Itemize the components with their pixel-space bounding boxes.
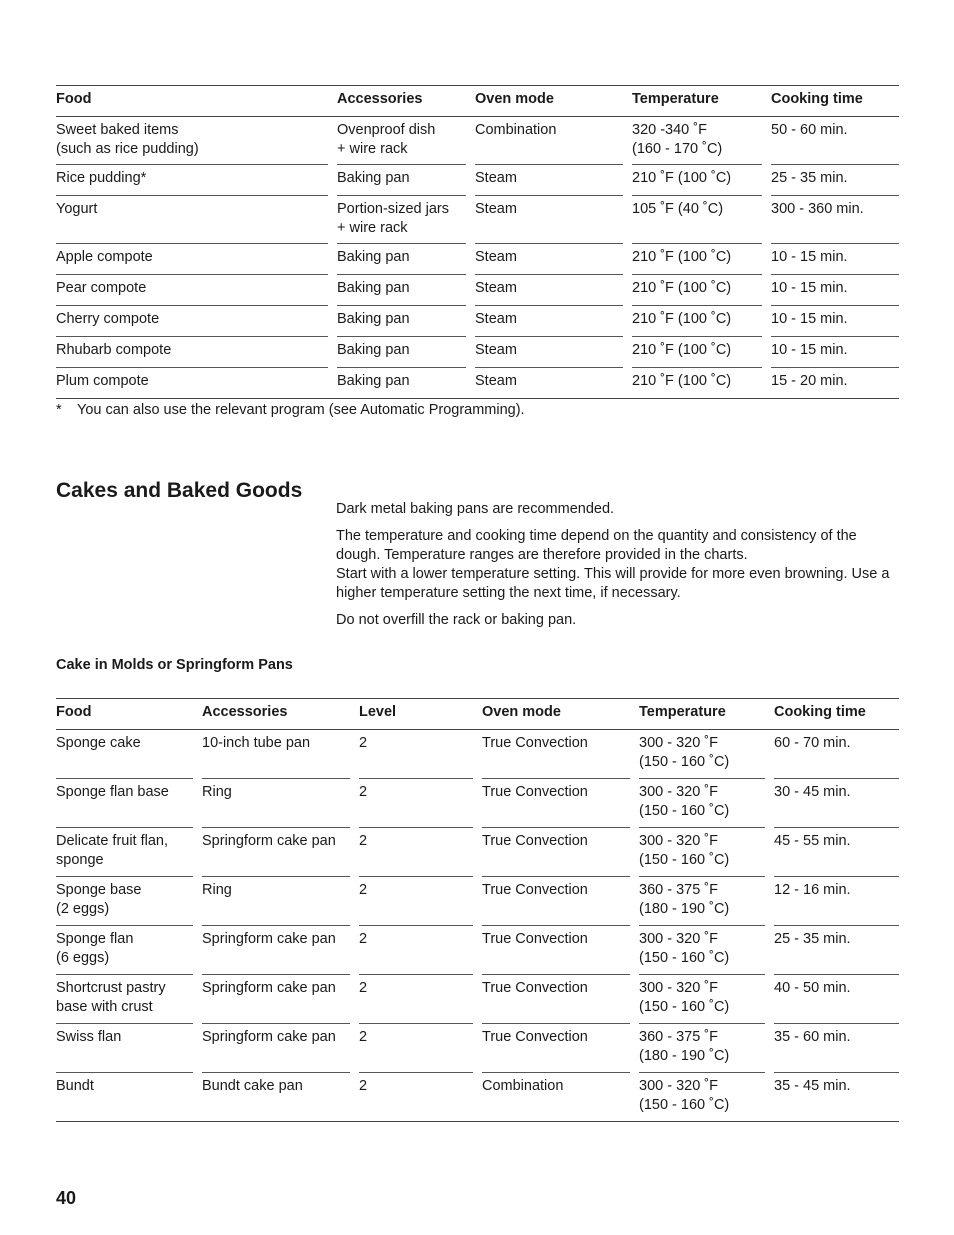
steam-cooking-table <box>56 85 899 399</box>
table-cell <box>359 1073 482 1122</box>
table-row <box>56 779 899 828</box>
cell-text: Steam <box>475 341 623 368</box>
table-cell <box>202 926 359 975</box>
column-header: Accessories <box>337 86 475 117</box>
footnote-text: You can also use the relevant program (see Automatic Programming). <box>77 402 525 418</box>
table-cell <box>202 1024 359 1073</box>
table-cell <box>56 165 337 196</box>
cell-text: 105 ˚F (40 ˚C) <box>632 200 762 244</box>
cell-text: Ovenproof dish + wire rack <box>337 121 466 165</box>
cell-text: 12 - 16 min. <box>774 881 899 926</box>
table-cell <box>774 828 899 877</box>
cell-text: Portion-sized jars + wire rack <box>337 200 466 244</box>
table-cell <box>359 1024 482 1073</box>
cell-text: Ring <box>202 783 350 828</box>
cell-text: 35 - 45 min. <box>774 1077 899 1122</box>
table-cell <box>202 975 359 1024</box>
cell-text: True Convection <box>482 734 630 779</box>
cell-text: Bundt <box>56 1077 202 1122</box>
table-cell <box>774 926 899 975</box>
cell-text: 210 ˚F (100 ˚C) <box>632 169 762 196</box>
cell-text: 10 - 15 min. <box>771 341 899 368</box>
table-body <box>56 730 899 1123</box>
cell-text: 2 <box>359 979 473 1024</box>
cell-text: 300 - 320 ˚F (150 - 160 ˚C) <box>639 832 765 877</box>
cell-text: 210 ˚F (100 ˚C) <box>632 372 771 399</box>
table-cell <box>771 165 899 196</box>
cell-text: Rhubarb compote <box>56 341 328 368</box>
table-cell <box>56 1073 202 1122</box>
cell-text: 2 <box>359 734 473 779</box>
table-cell <box>639 1073 774 1122</box>
cell-text: 300 - 320 ˚F (150 - 160 ˚C) <box>639 1077 774 1122</box>
cell-text: 2 <box>359 832 473 877</box>
cell-text: 50 - 60 min. <box>771 121 899 165</box>
cell-text: Steam <box>475 248 623 275</box>
column-header: Oven mode <box>482 699 639 730</box>
table-row <box>56 165 899 196</box>
table-cell <box>56 244 337 275</box>
table-row <box>56 1073 899 1122</box>
table-cell <box>337 368 475 399</box>
column-header: Cooking time <box>771 86 899 117</box>
cell-text: 210 ˚F (100 ˚C) <box>632 341 762 368</box>
table-header-row <box>56 86 899 117</box>
column-header: Oven mode <box>475 86 632 117</box>
table-cell <box>482 1073 639 1122</box>
cell-text: 360 - 375 ˚F (180 - 190 ˚C) <box>639 1028 765 1073</box>
table-cell <box>359 877 482 926</box>
table-cell <box>56 368 337 399</box>
table-cell <box>202 877 359 926</box>
cell-text: Sweet baked items (such as rice pudding) <box>56 121 328 165</box>
table-cell <box>56 926 202 975</box>
cell-text: 360 - 375 ˚F (180 - 190 ˚C) <box>639 881 765 926</box>
cell-text: 25 - 35 min. <box>771 169 899 196</box>
cell-text: 300 - 360 min. <box>771 200 899 244</box>
cell-text: Cherry compote <box>56 310 328 337</box>
table-cell <box>202 730 359 780</box>
table-cell <box>771 244 899 275</box>
cell-text: Combination <box>475 121 623 165</box>
table-cell <box>639 975 774 1024</box>
cell-text: True Convection <box>482 930 630 975</box>
table-cell <box>482 730 639 780</box>
table-cell <box>482 975 639 1024</box>
cell-text: 2 <box>359 881 473 926</box>
column-header: Temperature <box>632 86 771 117</box>
table-row <box>56 306 899 337</box>
table-cell <box>771 196 899 244</box>
table-body <box>56 117 899 400</box>
cell-text: 2 <box>359 1077 482 1122</box>
table-cell <box>632 196 771 244</box>
cell-text: 10 - 15 min. <box>771 279 899 306</box>
cell-text: 320 -340 ˚F (160 - 170 ˚C) <box>632 121 762 165</box>
table-row <box>56 877 899 926</box>
table-cell <box>475 244 632 275</box>
column-header: Food <box>56 699 202 730</box>
table-cell <box>482 926 639 975</box>
cell-text: 2 <box>359 1028 473 1073</box>
table-cell <box>56 975 202 1024</box>
cell-text: Springform cake pan <box>202 979 350 1024</box>
table-cell <box>771 117 899 166</box>
table-cell <box>632 244 771 275</box>
table-cell <box>359 779 482 828</box>
cell-text: Bundt cake pan <box>202 1077 359 1122</box>
table-cell <box>475 337 632 368</box>
cell-text: 300 - 320 ˚F (150 - 160 ˚C) <box>639 979 765 1024</box>
cell-text: 10 - 15 min. <box>771 310 899 337</box>
page-number: 40 <box>56 1188 77 1208</box>
table-row <box>56 730 899 780</box>
cell-text: Delicate fruit flan, sponge <box>56 832 193 877</box>
intro-paragraph: Dark metal baking pans are recommended. <box>336 501 615 517</box>
table-cell <box>774 1024 899 1073</box>
table-row <box>56 117 899 166</box>
table-cell <box>56 877 202 926</box>
table-row <box>56 975 899 1024</box>
table-cell <box>475 275 632 306</box>
cell-text: Steam <box>475 279 623 306</box>
cell-text: 300 - 320 ˚F (150 - 160 ˚C) <box>639 930 765 975</box>
cell-text: Combination <box>482 1077 639 1122</box>
cell-text: Baking pan <box>337 310 466 337</box>
table-cell <box>632 368 771 399</box>
cell-text: Rice pudding* <box>56 169 328 196</box>
table-header-row <box>56 699 899 730</box>
cell-text: Plum compote <box>56 372 337 399</box>
cell-text: Sponge base (2 eggs) <box>56 881 193 926</box>
subsection-heading: Cake in Molds or Springform Pans <box>56 657 293 673</box>
footnote <box>56 402 525 418</box>
table-cell <box>56 117 337 166</box>
table-cell <box>774 975 899 1024</box>
table-cell <box>482 1024 639 1073</box>
cell-text: 210 ˚F (100 ˚C) <box>632 310 762 337</box>
cell-text: 300 - 320 ˚F (150 - 160 ˚C) <box>639 734 765 779</box>
table-cell <box>56 828 202 877</box>
cell-text: Sponge flan base <box>56 783 193 828</box>
table-row <box>56 368 899 399</box>
table-cell <box>632 337 771 368</box>
table-row <box>56 275 899 306</box>
table-cell <box>774 779 899 828</box>
table-cell <box>56 337 337 368</box>
cell-text: True Convection <box>482 979 630 1024</box>
column-header: Cooking time <box>774 699 899 730</box>
cell-text: 210 ˚F (100 ˚C) <box>632 279 762 306</box>
table-cell <box>639 1024 774 1073</box>
cell-text: Yogurt <box>56 200 328 244</box>
table-cell <box>639 828 774 877</box>
table-cell <box>475 196 632 244</box>
cell-text: 45 - 55 min. <box>774 832 899 877</box>
cell-text: Ring <box>202 881 350 926</box>
table-cell <box>632 117 771 166</box>
cell-text: True Convection <box>482 832 630 877</box>
cell-text: 300 - 320 ˚F (150 - 160 ˚C) <box>639 783 765 828</box>
cell-text: Steam <box>475 169 623 196</box>
intro-paragraph: Do not overfill the rack or baking pan. <box>336 612 577 628</box>
table-cell <box>475 117 632 166</box>
cell-text: 60 - 70 min. <box>774 734 899 779</box>
table-cell <box>56 196 337 244</box>
table-cell <box>56 1024 202 1073</box>
table-cell <box>774 877 899 926</box>
cell-text: Springform cake pan <box>202 930 350 975</box>
table-cell <box>639 779 774 828</box>
cell-text: True Convection <box>482 881 630 926</box>
table-cell <box>56 779 202 828</box>
table-cell <box>475 165 632 196</box>
cell-text: 25 - 35 min. <box>774 930 899 975</box>
table-cell <box>774 1073 899 1122</box>
cell-text: 40 - 50 min. <box>774 979 899 1024</box>
cake-molds-table <box>56 698 899 1122</box>
cell-text: Sponge cake <box>56 734 193 779</box>
table-row <box>56 828 899 877</box>
table-cell <box>337 165 475 196</box>
table-cell <box>202 779 359 828</box>
cell-text: Baking pan <box>337 372 475 399</box>
table-cell <box>337 117 475 166</box>
cell-text: True Convection <box>482 783 630 828</box>
table-cell <box>639 730 774 780</box>
column-header: Food <box>56 86 337 117</box>
cell-text: Steam <box>475 310 623 337</box>
table-cell <box>359 730 482 780</box>
cell-text: Apple compote <box>56 248 328 275</box>
cell-text: 30 - 45 min. <box>774 783 899 828</box>
table-cell <box>56 275 337 306</box>
cell-text: Steam <box>475 372 632 399</box>
table-cell <box>774 730 899 780</box>
cell-text: Sponge flan (6 eggs) <box>56 930 193 975</box>
table-cell <box>482 877 639 926</box>
cell-text: Shortcrust pastry base with crust <box>56 979 193 1024</box>
section-title: Cakes and Baked Goods <box>56 479 303 502</box>
table-cell <box>359 828 482 877</box>
cell-text: Baking pan <box>337 341 466 368</box>
cell-text: Steam <box>475 200 623 244</box>
table-cell <box>337 275 475 306</box>
cell-text: True Convection <box>482 1028 630 1073</box>
table-row <box>56 337 899 368</box>
table-cell <box>337 306 475 337</box>
table-cell <box>359 926 482 975</box>
table-cell <box>475 368 632 399</box>
table-cell <box>202 1073 359 1122</box>
cell-text: Swiss flan <box>56 1028 193 1073</box>
cell-text: Baking pan <box>337 169 466 196</box>
column-header: Accessories <box>202 699 359 730</box>
cell-text: 2 <box>359 783 473 828</box>
cell-text: Pear compote <box>56 279 328 306</box>
intro-paragraph: The temperature and cooking time depend on the quantity and consistency of the dough. Temperature ranges are therefore provided in the charts. Start with a lower temperature setting. This will provide for more even browning. Use a higher temperature setting the next time, if necessary. <box>336 528 890 601</box>
table-cell <box>639 877 774 926</box>
footnote-marker: * <box>56 402 62 418</box>
cell-text: Baking pan <box>337 248 466 275</box>
table-cell <box>56 730 202 780</box>
table-cell <box>337 196 475 244</box>
table-cell <box>771 275 899 306</box>
cell-text: 210 ˚F (100 ˚C) <box>632 248 762 275</box>
column-header: Level <box>359 699 482 730</box>
table-cell <box>632 306 771 337</box>
cell-text: 35 - 60 min. <box>774 1028 899 1073</box>
table-cell <box>639 926 774 975</box>
table-cell <box>771 306 899 337</box>
table-row <box>56 244 899 275</box>
table-cell <box>475 306 632 337</box>
cell-text: 10 - 15 min. <box>771 248 899 275</box>
table-cell <box>337 337 475 368</box>
table-cell <box>632 275 771 306</box>
cell-text: Springform cake pan <box>202 1028 350 1073</box>
table-cell <box>632 165 771 196</box>
cell-text: 15 - 20 min. <box>771 372 899 399</box>
table-row <box>56 926 899 975</box>
table-cell <box>56 306 337 337</box>
cell-text: Springform cake pan <box>202 832 350 877</box>
intro-text <box>336 500 896 638</box>
cell-text: Baking pan <box>337 279 466 306</box>
table-cell <box>202 828 359 877</box>
cell-text: 2 <box>359 930 473 975</box>
table-cell <box>771 368 899 399</box>
table-row <box>56 196 899 244</box>
column-header: Temperature <box>639 699 774 730</box>
table-row <box>56 1024 899 1073</box>
table-cell <box>482 779 639 828</box>
table-cell <box>359 975 482 1024</box>
cell-text: 10-inch tube pan <box>202 734 350 779</box>
table-cell <box>337 244 475 275</box>
table-cell <box>482 828 639 877</box>
table-cell <box>771 337 899 368</box>
